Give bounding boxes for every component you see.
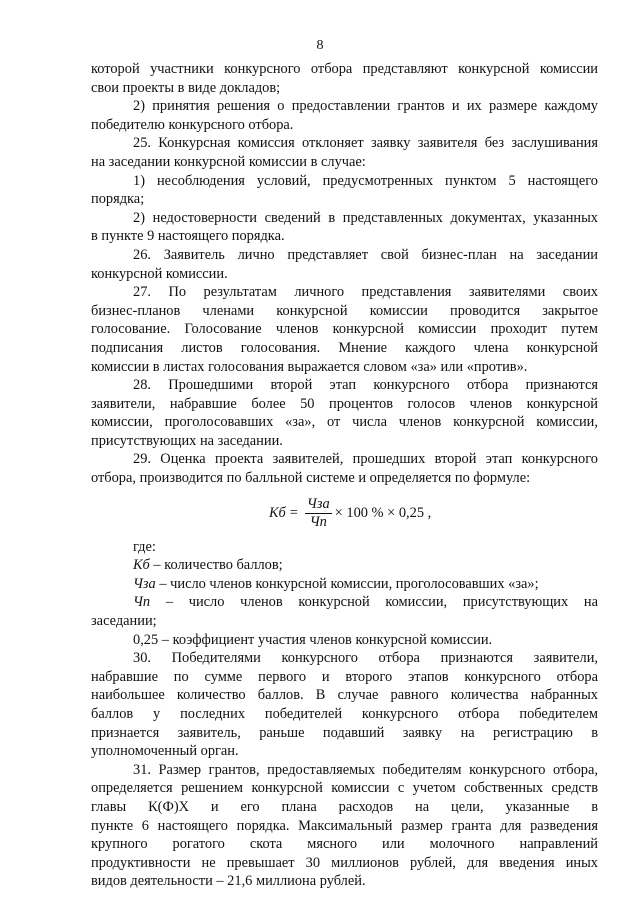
kb-text: – количество баллов;: [149, 557, 283, 574]
text-line: 30. Победителями конкурсного отбора признаются заявители,: [133, 650, 598, 667]
text-line: присутствующих на заседании.: [91, 432, 283, 449]
text-line: крупного рогатого скота мясного или молочного направлений: [91, 836, 598, 853]
text-line: 2) недостоверности сведений в представленных документах, указанных: [133, 209, 598, 226]
text-line: 25. Конкурсная комиссия отклоняет заявку заявителя без заслушивания: [133, 135, 598, 152]
kb-symbol: Кб: [133, 557, 150, 574]
text-line: победителю конкурсного отбора.: [91, 116, 294, 133]
text-line: отбора, производится по балльной системе и определяется по формуле:: [91, 470, 531, 487]
text-line: уполномоченный орган.: [91, 743, 239, 760]
text-line: баллов у последних победителей конкурсного отбора победителем: [91, 706, 598, 722]
text-line: 1) несоблюдения условий, предусмотренных пунктом 5 настоящего: [133, 172, 598, 189]
text-line: 2) принятия решения о предоставлении грантов и их размере каждому: [133, 98, 598, 115]
text-line: комиссии в листах голосования выражается словом «за» или «против».: [91, 358, 528, 375]
text-line: признается заявитель, раньше подавший заявку на регистрацию в: [91, 724, 598, 741]
formula-rhs: × 100 % × 0,25 ,: [334, 505, 432, 522]
text-line: наибольшее количество баллов. В случае равного количества набранных: [91, 687, 598, 704]
text-line: набравшие по сумме первого и второго этапов конкурсного отбора: [91, 668, 598, 685]
text-line: определяется решением конкурсной комиссии с учетом собственных средств: [91, 780, 598, 797]
text-line: бизнес-планов членами конкурсной комиссии проводится закрытое: [91, 302, 598, 319]
text-line: продуктивности не превышает 30 миллионов рублей, для введения иных: [91, 854, 598, 871]
text-line: заявители, набравшие более 50 процентов голосов членов конкурсной: [91, 395, 598, 412]
text-line: в пункте 9 настоящего порядка.: [91, 228, 285, 245]
page-number: 8: [316, 38, 324, 53]
text-line: 31. Размер грантов, предоставляемых победителям конкурсного отбора,: [133, 761, 598, 778]
text-line: видов деятельности – 21,6 миллиона рублей.: [91, 873, 366, 890]
formula-fraction: [305, 496, 332, 531]
text-line: 26. Заявитель лично представляет свой бизнес-план на заседании: [133, 246, 598, 263]
text-line: на заседании конкурсной комиссии в случае:: [91, 153, 366, 170]
document-body: [91, 60, 598, 891]
text-line: главы К(Ф)Х и его плана расходов на цели, указанные в: [91, 798, 598, 815]
text-line: 29. Оценка проекта заявителей, прошедших второй этап конкурсного: [133, 451, 598, 468]
text-line: конкурсной комиссии.: [91, 265, 228, 282]
text-line: которой участники конкурсного отбора представляют конкурсной комиссии: [91, 61, 598, 77]
definition-chp: [91, 593, 598, 612]
text-line: пункте 6 настоящего порядка. Максимальный размер гранта для разведения: [91, 817, 598, 834]
text-line: 28. Прошедшими второй этап конкурсного отбора признаются: [133, 377, 598, 394]
chza-symbol: Чза: [133, 575, 156, 592]
text-line: порядка;: [91, 191, 145, 208]
score-formula: [91, 488, 598, 538]
chp-text: – число членов конкурсной комиссии, присутствующих на: [150, 594, 598, 611]
text-line: комиссии, проголосовавших «за», от числа членов конкурсной комиссии,: [91, 414, 598, 431]
formula-equals: =: [289, 505, 298, 522]
text-line: свои проекты в виде докладов;: [91, 79, 281, 96]
text-line: голосование. Голосование членов конкурсной комиссии проходит путем: [91, 321, 598, 338]
text-line: подписания листов голосования. Мнение каждого члена конкурсной: [91, 339, 598, 356]
definitions-where: где:: [133, 538, 156, 555]
chp-symbol: Чп: [133, 594, 151, 611]
chza-text: – число членов конкурсной комиссии, проголосовавших «за»;: [155, 575, 539, 592]
definition-chp-cont: заседании;: [91, 613, 157, 630]
definition-kb: [91, 556, 598, 575]
definition-coef: 0,25 – коэффициент участия членов конкурсной комиссии.: [133, 631, 493, 648]
definition-chza: [91, 575, 598, 594]
formula-lhs: Кб: [269, 505, 286, 522]
text-line: 27. По результатам личного представления заявителями своих: [133, 284, 598, 301]
formula-numerator: Чза: [306, 496, 330, 513]
formula-denominator: Чп: [309, 514, 327, 531]
